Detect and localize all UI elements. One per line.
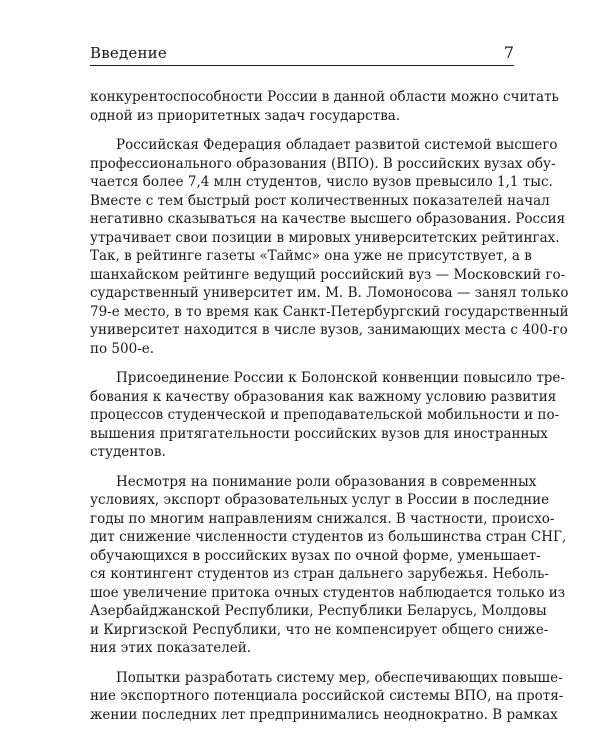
text-line: шое увеличение притока очных студентов наблюдается только из [90, 584, 566, 601]
text-line: ния этих показателей. [90, 640, 252, 656]
paragraph [90, 369, 565, 462]
text-line: университет находится в числе вузов, занимающих места с 400-го [90, 322, 568, 338]
text-line: чается более 7,4 млн студентов, число вузов превысило 1,1 тыс. [90, 174, 553, 190]
text-line: ся контингент студентов из стран дальнего зарубежья. Неболь- [90, 566, 549, 582]
text-line: 79-е место, в то время как Санкт-Петербургский государственный [90, 303, 569, 320]
text-line: дит снижение численности студентов из большинства стран СНГ, [90, 529, 567, 545]
text-line: бования к качеству образования как важному условию развития [90, 388, 557, 405]
section-title: Введение [90, 44, 167, 62]
page-number: 7 [503, 43, 514, 62]
text-line: Так, в рейтинге газеты «Таймс» она уже не присутствует, а в [90, 248, 532, 264]
text-line: Вместе с тем быстрый рост количественных показателей начал [90, 192, 550, 209]
text-line: профессионального образования (ВПО). В российских вузах обу- [90, 155, 556, 172]
paragraph [90, 136, 569, 358]
text-line: и Киргизской Республики, что не компенсирует общего сниже- [90, 621, 549, 638]
paragraph [90, 473, 567, 658]
text-line: ние экспортного потенциала российской системы ВПО, на протя- [90, 688, 564, 704]
text-line: по 500-е. [90, 340, 155, 357]
text-line: процессов студенческой и преподавательской мобильности и по- [90, 407, 560, 423]
paragraph [90, 669, 564, 725]
text-line: обучающихся в российских вузах по очной форме, уменьшает- [90, 547, 541, 564]
body-text [90, 88, 569, 735]
paragraph [90, 88, 559, 125]
text-line: утрачивает свои позиции в мировых университетских рейтингах. [90, 229, 560, 246]
text-line: Несмотря на понимание роли образования в современных [116, 473, 537, 490]
text-line: студентов. [90, 444, 166, 460]
running-header [90, 44, 514, 66]
text-line: Попытки разработать систему мер, обеспечивающих повыше- [116, 669, 563, 686]
text-line: условиях, экспорт образовательных услуг в России в последние [90, 492, 550, 508]
text-line: жении последних лет предпринимались неоднократно. В рамках [90, 706, 558, 723]
text-line: вышения притягательности российских вузов для иностранных [90, 425, 548, 442]
text-line: конкурентоспособности России в данной области можно считать [90, 89, 559, 105]
text-line: Азербайджанской Республики, Республики Беларусь, Молдовы [90, 603, 547, 619]
text-line: одной из приоритетных задач государства. [90, 107, 401, 124]
text-line: негативно сказываться на качестве высшего образования. Россия [90, 211, 566, 227]
text-line: годы по многим направлениям снижался. В частности, происхо- [90, 510, 555, 527]
text-line: сударственный университет им. М. В. Ломоносова — занял только [90, 285, 569, 301]
text-line: Присоединение России к Болонской конвенции повысило тре- [116, 370, 565, 386]
text-line: Российская Федерация обладает развитой системой высшего [116, 137, 558, 153]
text-line: шанхайском рейтинге ведущий российский вуз — Московский го- [90, 266, 566, 283]
